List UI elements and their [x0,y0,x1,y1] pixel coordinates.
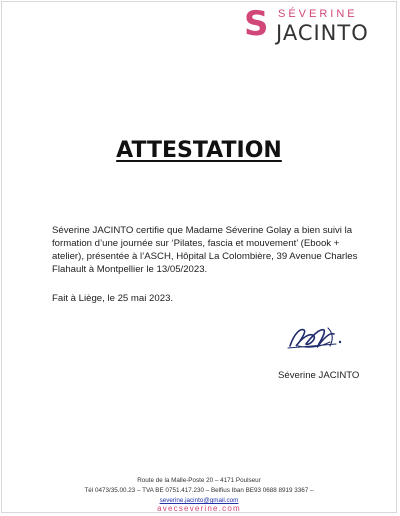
attestation-body [52,224,370,276]
footer-website[interactable]: avecseverine.com [157,504,241,513]
footer-contact: Tél 0473/35.00.23 – TVA BE 0751.417.230 – Belfius Iban BE93 0688 8919 3367 – [84,487,314,494]
signature-icon [284,316,346,356]
body-line: Flahault à Montpellier le 13/05/2023. [52,264,208,275]
place-date: Fait à Liège, le 25 mai 2023. [52,293,174,304]
footer [2,476,396,506]
body-line: atelier), présentée à l’ASCH, Hôpital La Colombière, 39 Avenue Charles [52,251,358,262]
body-line: Séverine JACINTO certifie que Madame Séverine Golay a bien suivi la [52,225,353,236]
footer-address: Route de la Malle-Poste 20 – 4171 Poulseur [137,477,261,484]
logo-top-text: SÉVERINE [278,8,358,20]
logo-bottom-text: JACINTO [276,21,369,45]
brand-logo [244,6,374,46]
body-line: formation d’une journée sur ‘Pilates, fascia et mouvement’ (Ebook + [52,238,340,249]
footer-email-link[interactable]: severine.jacinto@gmail.com [159,497,239,504]
page-title: ATTESTATION [116,138,282,163]
signer-name: Séverine JACINTO [278,370,360,381]
document-page [1,1,397,513]
logo-initial: S [244,4,269,44]
